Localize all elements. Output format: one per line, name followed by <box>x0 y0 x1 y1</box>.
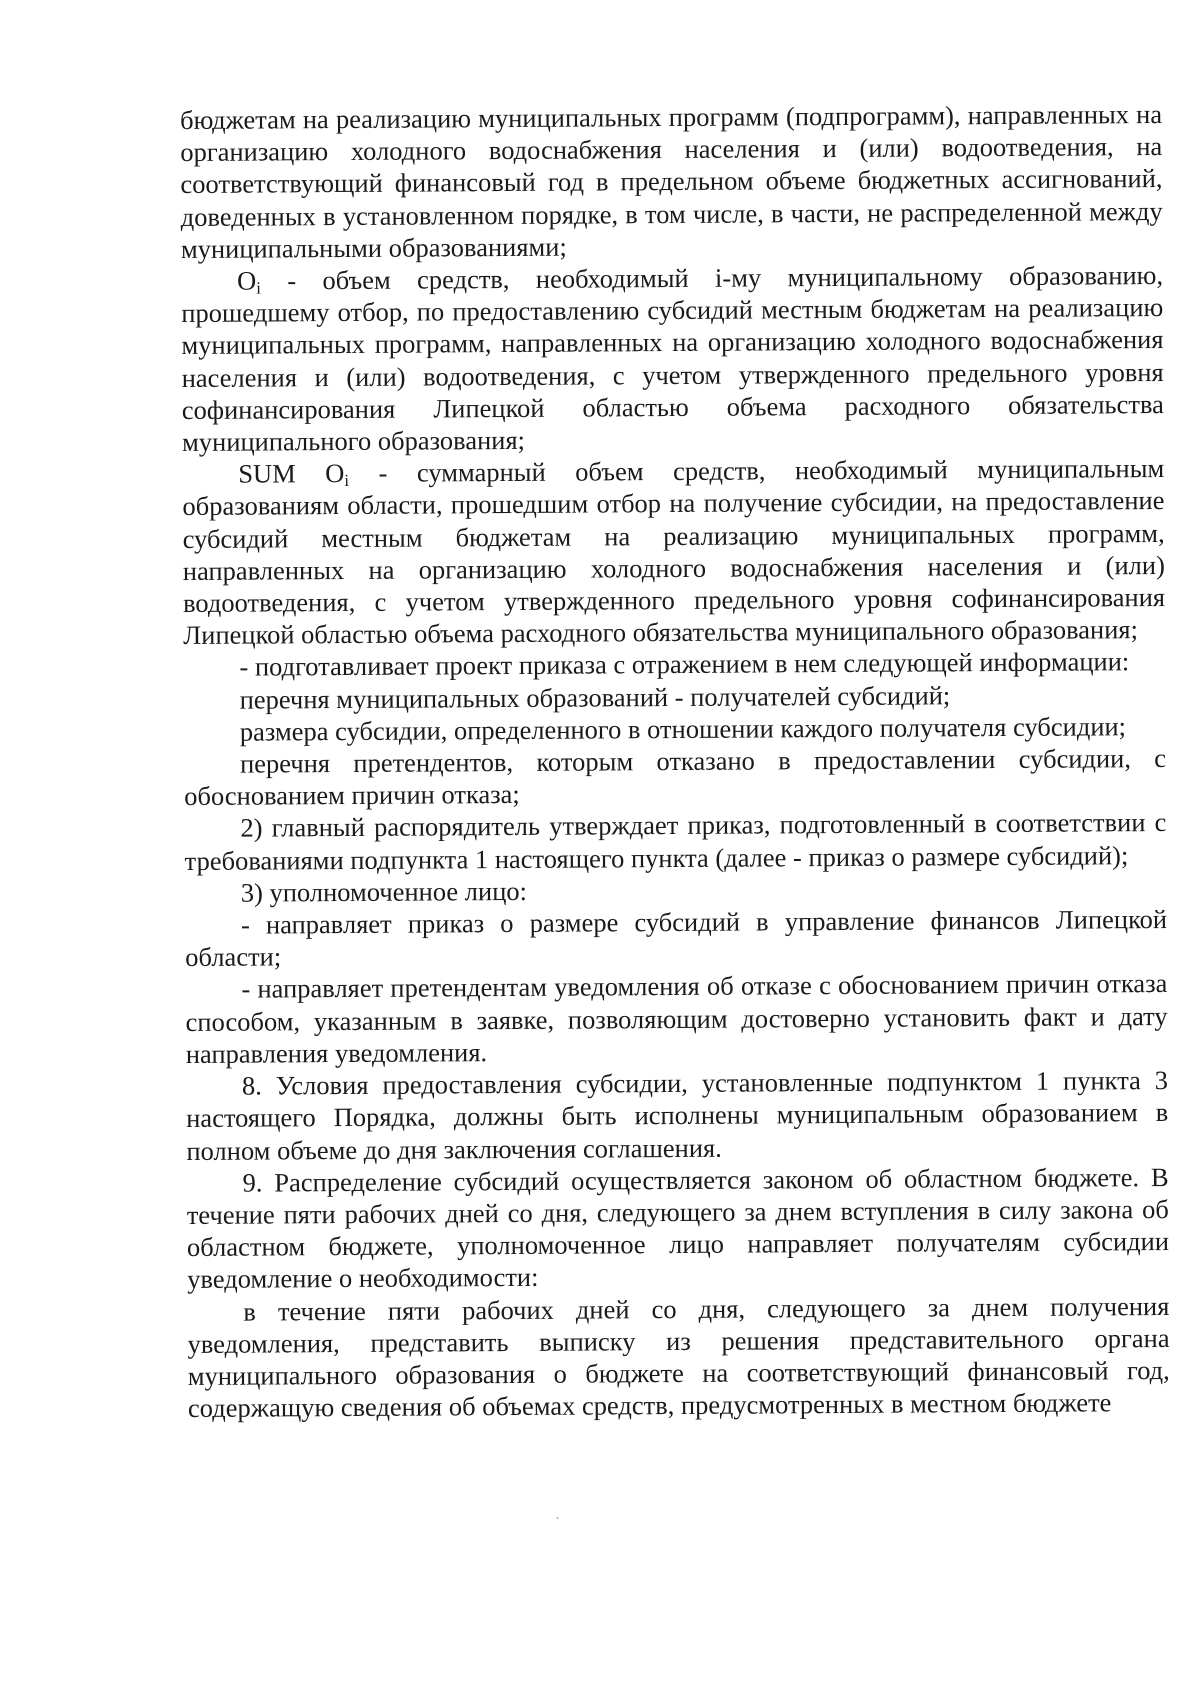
paragraph-prepares-draft-order: - подготавливает проект приказа с отражением в нем следующей информации: <box>239 646 1130 683</box>
scan-speck <box>556 1517 559 1519</box>
paragraph-section-8: 8. Условия предоставления субсидии, установленные подпунктом 1 пункта 3 настоящего Порядка, должны быть исполнены муниципальным образованием в полном объеме до дня заключения соглашения. <box>186 1065 1169 1166</box>
formula-subscript-i: i <box>256 278 262 298</box>
document-body <box>180 98 1170 1424</box>
paragraph-section-9: 9. Распределение субсидий осуществляется законом об областном бюджете. В течение пяти рабочих дней со дня, следующего за днем вступления в силу закона об областном бюджете, уполномоченное лицо направляет получателям субсидии уведомление о необходимости: <box>186 1161 1170 1295</box>
list-item-subsidy-size: размера субсидии, определенного в отношении каждого получателя субсидии; <box>239 711 1127 747</box>
formula-subscript-i: i <box>344 471 350 491</box>
paragraph-item-2: 2) главный распорядитель утверждает приказ, подготовленный в соответствии с требованиями подпункта 1 настоящего пункта (далее - приказ о размере субсидий); <box>184 807 1167 876</box>
formula-variable-oi: O <box>236 265 257 296</box>
list-item-sends-order: - направляет приказ о размере субсидий в управление финансов Липецкой области; <box>185 904 1168 973</box>
paragraph-budgets-continuation: бюджетам на реализацию муниципальных программ (подпрограмм), направленных на организацию холодного водоснабжения населения и (или) водоотведения, на соответствующий финансовый год в предельном объеме бюджетных ассигнований, доведенных в установленном порядке, в том числе, в части, не распределенной между муниципальными образованиями; <box>180 99 1163 264</box>
list-item-refused-applicants: перечня претендентов, которым отказано в предоставлении субсидии, с обоснованием причин отказа; <box>184 743 1167 812</box>
paragraph-sum-oi-text: - суммарный объем средств, необходимый муниципальным образованиям области, прошедшим отбор на получение субсидии, на предоставление субсидий местным бюджетам на реализацию муниципальных программ, направленных на организацию холодного водоснабжения населения и (или) водоотведения, с учетом утвержденного предельного уровня софинансирования Липецкой областью объема расходного обязательства муниципального образования; <box>182 453 1166 651</box>
paragraph-oi-text: - объем средств, необходимый i-му муниципальному образованию, прошедшему отбор, по предоставлению субсидий местным бюджетам на реализацию муниципальных программ, направленных на организацию холодного водоснабжения населения и (или) водоотведения, с учетом утвержденного предельного уровня софинансирования Липецкой областью объема расходного обязательства муниципального образования; <box>181 260 1164 458</box>
paragraph-item-3: 3) уполномоченное лицо: <box>240 875 528 908</box>
paragraph-sum-oi-definition <box>182 452 1165 651</box>
formula-variable-sum-oi: SUM O <box>238 458 345 489</box>
list-item-recipients: перечня муниципальных образований - получателей субсидий; <box>239 679 951 715</box>
paragraph-oi-definition <box>181 259 1164 458</box>
paragraph-within-five-days: в течение пяти рабочих дней со дня, следующего за днем получения уведомления, представить выписку из решения представительного органа муниципального образования о бюджете на соответствующий финансовый год, содержащую сведения об объемах средств, предусмотренных в местном бюджете <box>187 1290 1170 1424</box>
list-item-sends-refusal: - направляет претендентам уведомления об отказе с обоснованием причин отказа способом, указанным в заявке, позволяющим достоверно установить факт и дату направления уведомления. <box>185 968 1168 1069</box>
